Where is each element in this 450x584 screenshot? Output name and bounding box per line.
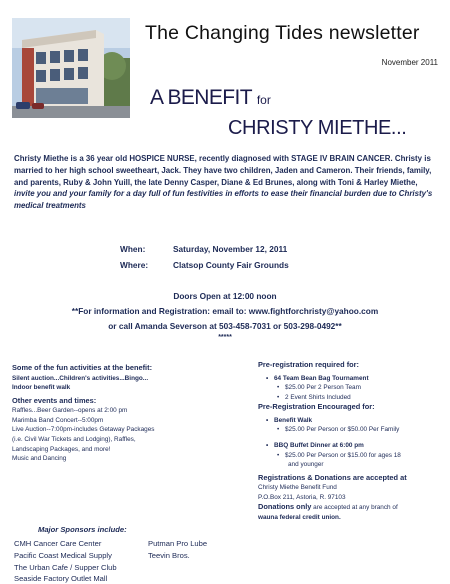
intro-invitation: invite you and your family for a day full of fun festivities in efforts to ease their financial burden due to Christy's medical treatments: [14, 189, 433, 211]
sponsor-item: Seaside Factory Outlet Mall: [14, 574, 108, 583]
donations-heading: Registrations & Donations are accepted at: [258, 472, 407, 482]
event-item: Raffles...Beer Garden--opens at 2:00 pm: [12, 407, 128, 415]
benefit-walk-item: • Benefit Walk: [258, 416, 443, 426]
pre-registration-encouraged-heading: Pre-Registration Encouraged for:: [258, 402, 375, 412]
benefit-walk-price: • $25.00 Per Person or $50.00 Per Family: [258, 425, 443, 435]
event-item: Landscaping Packages, and more!: [12, 445, 111, 453]
tournament-shirts: • 2 Event Shirts Included: [258, 393, 443, 403]
event-item: Music and Dancing: [12, 455, 67, 463]
pre-registration-required-heading: Pre-registration required for:: [258, 360, 360, 369]
other-events-heading: Other events and times:: [12, 395, 97, 405]
sponsor-item: The Urban Cafe / Supper Club: [14, 563, 117, 572]
activities-line-2: Indoor benefit walk: [12, 384, 71, 392]
when-value: Saturday, November 12, 2011: [173, 244, 288, 254]
newsletter-title: The Changing Tides newsletter: [145, 22, 420, 44]
donations-rest: are accepted at any branch of: [311, 504, 398, 512]
bbq-dinner-price-cont: and younger: [288, 461, 324, 469]
newsletter-date: November 2011: [381, 58, 438, 67]
activities-heading: Some of the fun activities at the benefit:: [12, 363, 153, 372]
where-label: Where:: [120, 260, 149, 270]
sponsor-item: Putman Pro Lube: [148, 539, 208, 548]
event-item: (i.e. Civil War Tickets and Lodging), Raffles,: [12, 435, 136, 443]
when-label: When:: [120, 244, 146, 254]
donations-only: Donations only: [258, 502, 312, 512]
fund-name: Christy Miethe Benefit Fund: [258, 484, 337, 492]
tournament-item: • 64 Team Bean Bag Tournament: [258, 374, 443, 384]
donations-note: [258, 502, 443, 513]
building-photo: [12, 18, 130, 118]
sponsor-item: Pacific Coast Medical Supply: [14, 551, 112, 560]
intro-paragraph: [14, 153, 439, 212]
event-item: Marimba Band Concert--5:00pm: [12, 416, 104, 424]
tournament-price: • $25.00 Per 2 Person Team: [258, 383, 443, 393]
headline-line-2: CHRISTY MIETHE...: [228, 117, 407, 139]
bbq-dinner-item: • BBQ Buffet Dinner at 6:00 pm: [258, 441, 443, 451]
bbq-dinner-price: • $25.00 Per Person or $15.00 for ages 18: [258, 451, 443, 461]
registration-column: [258, 360, 443, 523]
fund-address: P.O.Box 211, Astoria, R. 97103: [258, 493, 346, 501]
headline-main: A BENEFIT: [150, 86, 257, 109]
sponsor-item: Teevin Bros.: [148, 551, 190, 560]
donations-bank: wauna federal credit union.: [258, 514, 341, 522]
call-line: or call Amanda Severson at 503-458-7031 or 503-298-0492**: [108, 321, 342, 331]
where-value: Clatsop County Fair Grounds: [173, 260, 289, 270]
event-item: Live Auction--7:00pm-includes Getaway Packages: [12, 426, 155, 434]
info-line: **For information and Registration: email to: www.fightforchristy@yahoo.com: [71, 306, 379, 316]
sponsor-item: CMH Cancer Care Center: [14, 539, 102, 548]
headline-for: for: [256, 93, 271, 107]
headline-line-1: [150, 86, 271, 110]
doors-open: Doors Open at 12:00 noon: [173, 291, 277, 301]
sponsors-heading: Major Sponsors include:: [38, 525, 127, 534]
intro-text: Christy Miethe is a 36 year old HOSPICE NURSE, recently diagnosed with STAGE IV BRAIN CANCER. Christy is married to her high school sweetheart, Jack. They have two children, Jaden and Cameron. Their friends, family, and parents, Ruby & John Yuill, the late Denny Casper, Diane & Ed Brunes, along with Toni & Harley Miethe,: [14, 154, 432, 187]
activities-column: [12, 363, 227, 464]
stars-divider: *****: [218, 334, 232, 341]
activities-line-1: Silent auction...Children's activities...Bingo...: [12, 374, 149, 382]
